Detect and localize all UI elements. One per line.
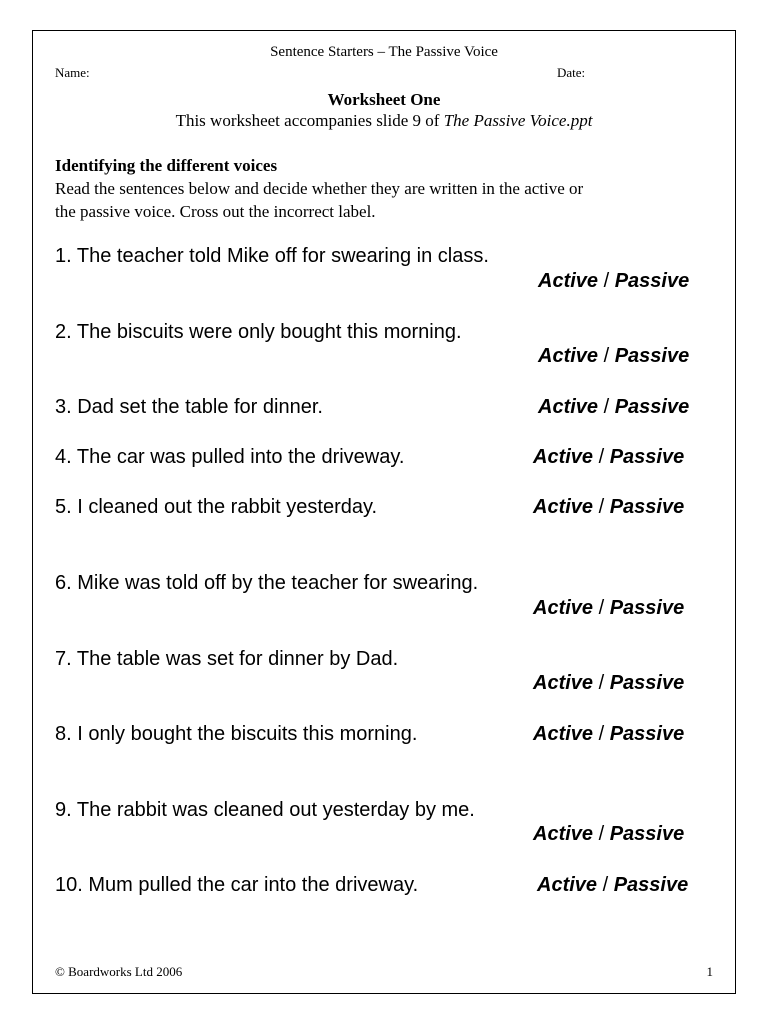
passive-label[interactable]: Passive xyxy=(609,496,685,518)
question-7: 7. The table was set for dinner by Dad. xyxy=(55,648,399,670)
passive-label[interactable]: Passive xyxy=(614,345,690,367)
subtitle-text: This worksheet accompanies slide 9 of xyxy=(175,111,444,130)
choice-separator: / xyxy=(598,823,605,845)
answer-choice-3 xyxy=(538,396,689,419)
question-9: 9. The rabbit was cleaned out yesterday by me. xyxy=(55,799,475,821)
passive-label[interactable]: Passive xyxy=(609,823,685,845)
copyright-notice: © Boardworks Ltd 2006 xyxy=(55,964,183,979)
answer-choice-4 xyxy=(533,446,684,469)
date-label: Date: xyxy=(557,65,586,80)
passive-label[interactable]: Passive xyxy=(614,270,690,292)
worksheet-title: Worksheet One xyxy=(327,90,441,109)
choice-separator: / xyxy=(598,672,605,694)
instruction-line-2: the passive voice. Cross out the incorrect label. xyxy=(55,202,376,221)
answer-choice-9 xyxy=(533,823,684,846)
active-label[interactable]: Active xyxy=(538,270,599,292)
passive-label[interactable]: Passive xyxy=(609,597,685,619)
document-title: Sentence Starters – The Passive Voice xyxy=(270,44,498,60)
answer-choice-6 xyxy=(533,597,684,620)
active-label[interactable]: Active xyxy=(537,874,598,896)
answer-choice-1 xyxy=(538,270,689,293)
active-label[interactable]: Active xyxy=(533,446,594,468)
choice-separator: / xyxy=(603,396,610,418)
active-label[interactable]: Active xyxy=(533,672,594,694)
question-2: 2. The biscuits were only bought this morning. xyxy=(55,321,462,343)
choice-separator: / xyxy=(598,723,605,745)
question-4: 4. The car was pulled into the driveway. xyxy=(55,446,405,468)
active-label[interactable]: Active xyxy=(538,396,599,418)
answer-choice-5 xyxy=(533,496,684,519)
choice-separator: / xyxy=(602,874,609,896)
passive-label[interactable]: Passive xyxy=(609,446,685,468)
question-10: 10. Mum pulled the car into the driveway. xyxy=(55,874,419,896)
choice-separator: / xyxy=(603,270,610,292)
active-label[interactable]: Active xyxy=(533,723,594,745)
passive-label[interactable]: Passive xyxy=(614,396,690,418)
question-5: 5. I cleaned out the rabbit yesterday. xyxy=(55,496,378,518)
subtitle-filename: The Passive Voice.ppt xyxy=(443,111,593,130)
question-1: 1. The teacher told Mike off for swearing in class. xyxy=(55,245,489,267)
worksheet-subtitle xyxy=(33,111,735,131)
choice-separator: / xyxy=(603,345,610,367)
page-number: 1 xyxy=(706,964,713,979)
passive-label[interactable]: Passive xyxy=(609,723,685,745)
name-label: Name: xyxy=(55,65,90,80)
question-3: 3. Dad set the table for dinner. xyxy=(55,396,323,418)
active-label[interactable]: Active xyxy=(538,345,599,367)
question-6: 6. Mike was told off by the teacher for swearing. xyxy=(55,572,479,594)
choice-separator: / xyxy=(598,496,605,518)
answer-choice-2 xyxy=(538,345,689,368)
choice-separator: / xyxy=(598,597,605,619)
worksheet-page xyxy=(32,30,736,994)
question-8: 8. I only bought the biscuits this morning. xyxy=(55,723,418,745)
answer-choice-8 xyxy=(533,723,684,746)
choice-separator: / xyxy=(598,446,605,468)
section-heading: Identifying the different voices xyxy=(55,156,278,175)
instruction-line-1: Read the sentences below and decide whether they are written in the active or xyxy=(55,179,584,198)
answer-choice-10 xyxy=(537,874,688,897)
passive-label[interactable]: Passive xyxy=(609,672,685,694)
active-label[interactable]: Active xyxy=(533,823,594,845)
passive-label[interactable]: Passive xyxy=(613,874,689,896)
active-label[interactable]: Active xyxy=(533,496,594,518)
active-label[interactable]: Active xyxy=(533,597,594,619)
answer-choice-7 xyxy=(533,672,684,695)
